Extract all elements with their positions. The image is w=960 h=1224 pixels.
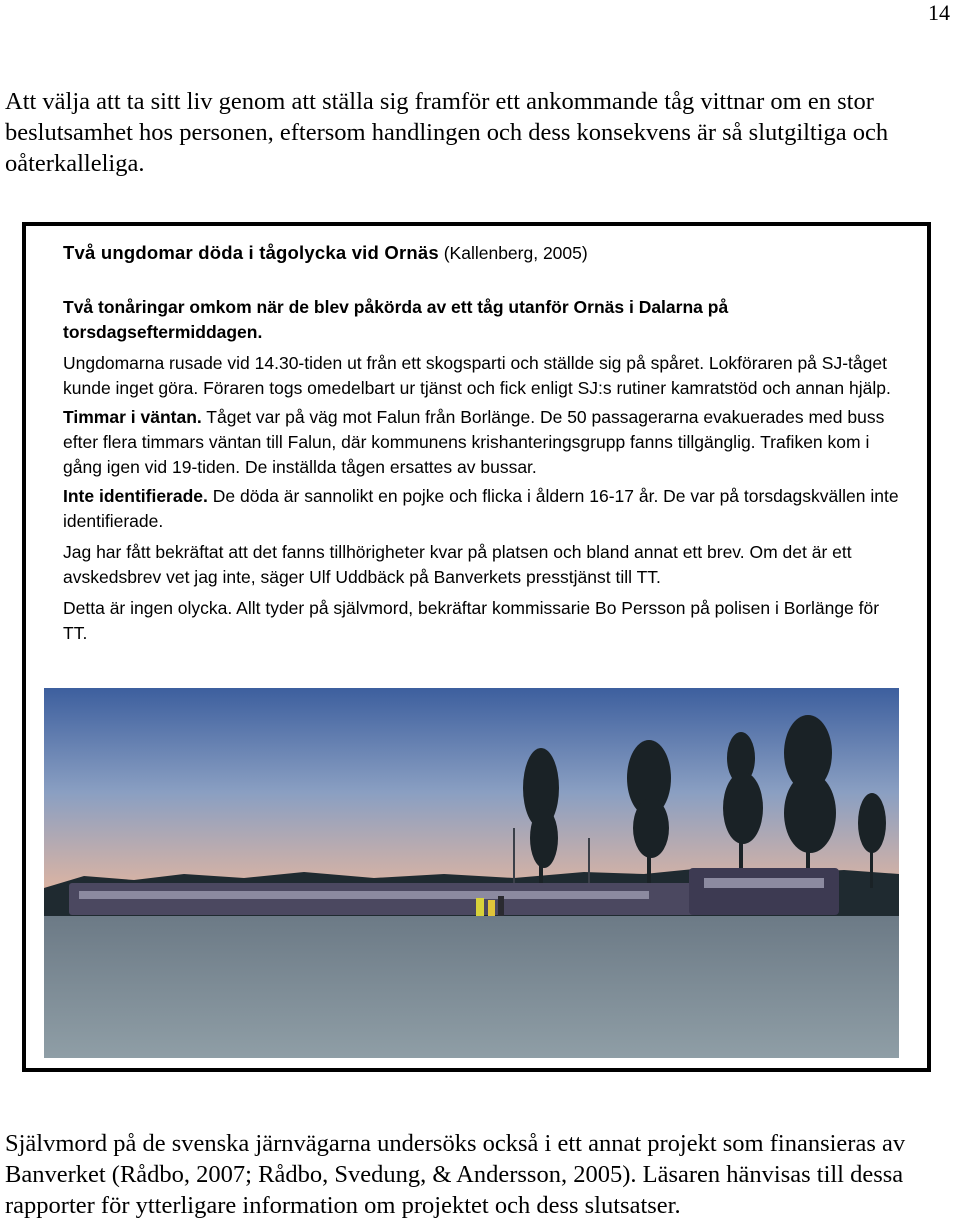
paragraph-3-text: De döda är sannolikt en pojke och flicka i åldern 16-17 år. De var på torsdagskvällen inte identifierade. [63, 486, 899, 531]
headline-title: Två ungdomar döda i tågolycka vid Ornäs [63, 242, 439, 263]
lead-text: Två tonåringar omkom när de blev påkörda av ett tåg utanför Ornäs i Dalarna på torsdagseftermiddagen. [63, 297, 729, 342]
article-headline [63, 240, 903, 266]
subhead-timmar: Timmar i väntan. [63, 407, 202, 427]
news-article-text [63, 240, 903, 646]
page-number: 14 [928, 0, 950, 25]
article-paragraph-1: Ungdomarna rusade vid 14.30-tiden ut från ett skogsparti och ställde sig på spåret. Lokföraren på SJ-tåget kunde inget göra. Föraren togs omedelbart ur tjänst och fick enligt SJ:s rutiner kamratstöd och annan hjälp. [63, 353, 891, 398]
article-paragraph-5: Detta är ingen olycka. Allt tyder på självmord, bekräftar kommissarie Bo Persson på polisen i Borlänge för TT. [63, 598, 880, 643]
news-article-box [22, 222, 931, 1072]
article-lead [63, 295, 903, 345]
headline-citation: (Kallenberg, 2005) [443, 243, 588, 263]
intro-paragraph: Att välja att ta sitt liv genom att ställa sig framför ett ankommande tåg vittnar om en stor beslutsamhet hos personen, eftersom handlingen och dess konsekvens är så slutgiltiga och oåterkalleliga. [5, 88, 889, 177]
subhead-inte-identifierade: Inte identifierade. [63, 486, 208, 506]
outro-paragraph: Självmord på de svenska järnvägarna undersöks också i ett annat projekt som finansieras av Banverket (Rådbo, 2007; Rådbo, Svedung, & Andersson, 2005). Läsaren hänvisas till dessa rapporter för ytterligare information om projektet och dess slutsatser. [5, 1130, 906, 1219]
article-paragraph-2 [63, 405, 903, 480]
paragraph-2-text: Tåget var på väg mot Falun från Borlänge. De 50 passagerarna evakuerades med buss efter flera timmars väntan till Falun, där kommunens krishanteringsgrupp fanns tillgänglig. Trafiken kom i gång igen vid 19-tiden. De inställda tågen ersattes av bussar. [63, 407, 885, 477]
train-scene-photo [44, 688, 899, 1058]
article-paragraph-4: Jag har fått bekräftat att det fanns tillhörigheter kvar på platsen och bland annat ett brev. Om det är ett avskedsbrev vet jag inte, säger Ulf Uddbäck på Banverkets presstjänst till TT. [63, 542, 852, 587]
field [44, 916, 899, 1058]
article-paragraph-3 [63, 484, 903, 534]
